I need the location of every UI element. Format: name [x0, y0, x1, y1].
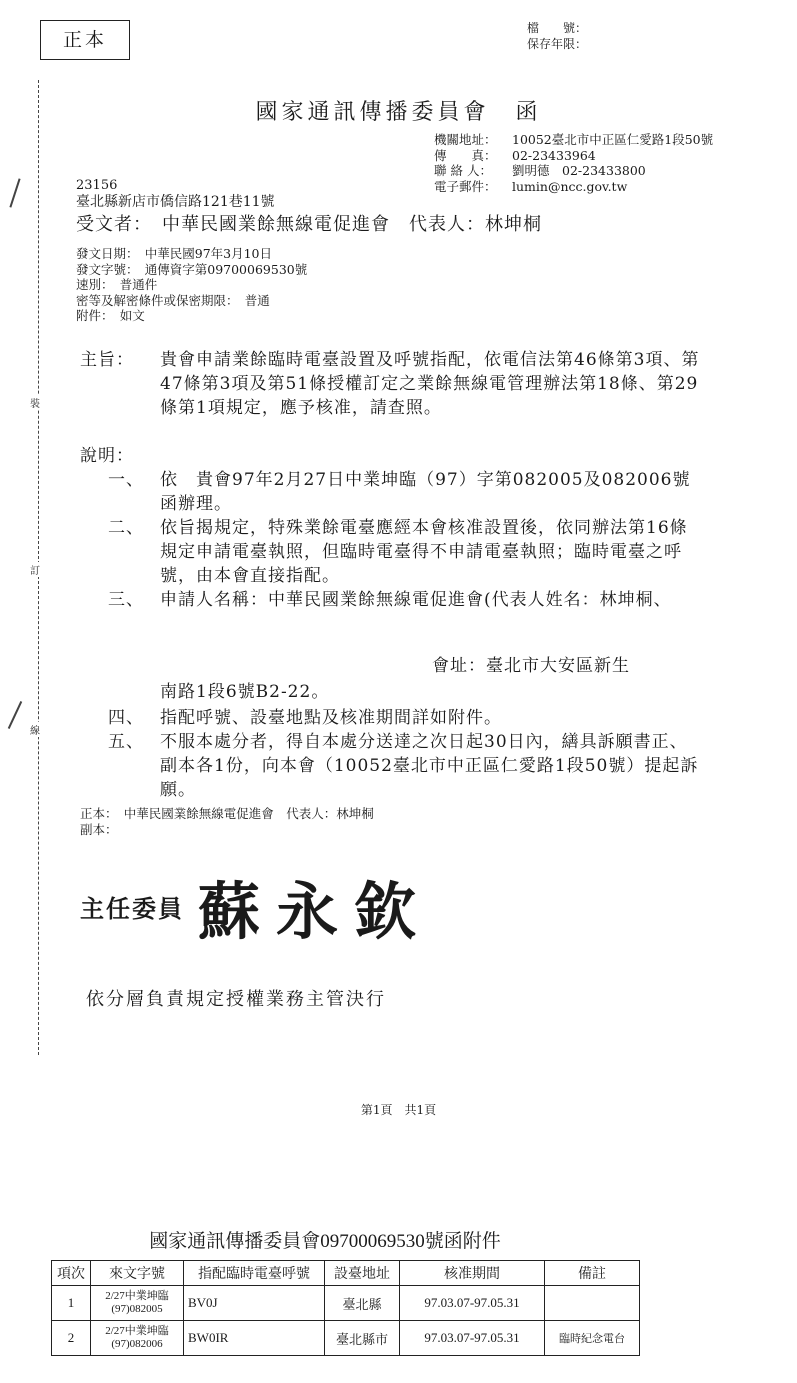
- table-cell: 2/27中業坤臨 (97)082005: [91, 1286, 184, 1321]
- item-text: 申請人名稱：中華民國業餘無線電促進會(代表人姓名：林坤桐、: [160, 590, 672, 610]
- urgency: 速別： 普通件: [76, 277, 158, 292]
- column-header: 核准期間: [400, 1261, 545, 1286]
- explanation-item: [108, 588, 700, 612]
- binding-mark-b: 訂: [30, 562, 40, 577]
- table-cell: BV0J: [184, 1286, 325, 1321]
- item-text: 不服本處分者，得自本處分送達之次日起30日內，繕具訴願書正、副本各1份，向本會（10052臺北市中正區仁愛路1段50號）提起訴願。: [160, 732, 699, 800]
- contact-row: [434, 132, 713, 148]
- signature-block: [80, 862, 432, 951]
- attachment-table: [51, 1260, 640, 1356]
- contact-label: 聯 絡 人：: [434, 163, 492, 178]
- subject-block: [80, 348, 700, 420]
- explanation-item: [108, 468, 700, 516]
- table-cell: 1: [52, 1286, 91, 1321]
- recipient-address: [76, 178, 275, 210]
- item-text: 依旨揭規定，特殊業餘電臺應經本會核准設置後，依同辦法第16條規定申請電臺執照，但臨時電臺得不申請電臺執照；臨時電臺之呼號，由本會直接指配。: [160, 518, 688, 586]
- document-title: 國家通訊傳播委員會 函: [255, 100, 542, 125]
- table-cell: 2: [52, 1321, 91, 1356]
- confidentiality: 密等及解密條件或保密期限： 普通: [76, 292, 270, 308]
- table-cell: 臨時紀念電台: [545, 1321, 640, 1356]
- binding-mark-c: 線: [30, 722, 40, 737]
- explanation-item: [108, 730, 700, 802]
- contact-label: 傳 真：: [434, 147, 497, 163]
- contact-value: lumin@ncc.gov.tw: [512, 178, 628, 194]
- signatory-name: 蘇永欽: [198, 875, 433, 948]
- explanation-label: 說明：: [80, 446, 134, 466]
- item-number: 三、: [108, 590, 144, 610]
- attachment-title: 國家通訊傳播委員會09700069530號函附件: [149, 1231, 501, 1252]
- address-line: 臺北縣新店市僑信路121巷11號: [76, 194, 275, 210]
- explanation-item: [108, 706, 700, 730]
- contact-value: 10052臺北市中正區仁愛路1段50號: [512, 132, 714, 147]
- distribution: [80, 806, 374, 838]
- table-cell: 97.03.07-97.05.31: [400, 1286, 545, 1321]
- column-header: 備註: [545, 1261, 640, 1286]
- copy-recipient: 副本：: [80, 822, 118, 837]
- contact-row: [434, 179, 713, 195]
- table-cell: 2/27中業坤臨 (97)082006: [91, 1321, 184, 1356]
- subject-label: 主旨：: [80, 350, 134, 370]
- table-cell: [545, 1286, 640, 1321]
- item-number: 四、: [108, 708, 144, 728]
- subject-text: 貴會申請業餘臨時電臺設置及呼號指配，依電信法第46條第3項、第47條第3項及第51條授權訂定之業餘無線電管理辦法第18條、第29條第1項規定，應予核准，請查照。: [160, 350, 700, 418]
- binding-mark-a: 裝: [30, 395, 40, 410]
- postal-code: 23156: [76, 178, 118, 193]
- copy-stamp: 正本: [40, 20, 130, 60]
- retention-label: 保存年限：: [527, 37, 588, 51]
- item-text: 指配呼號、設臺地點及核准期間詳如附件。: [160, 708, 502, 728]
- column-header: 來文字號: [91, 1261, 184, 1286]
- signatory-title: 主任委員: [80, 894, 184, 923]
- item-number: 二、: [108, 518, 144, 538]
- margin-mark: [9, 178, 20, 207]
- table-row: [52, 1321, 640, 1356]
- table-cell: BW0IR: [184, 1321, 325, 1356]
- attachment-note: 附件： 如文: [76, 308, 145, 323]
- document-number: 發文字號： 通傳資字第09700069530號: [76, 261, 308, 277]
- column-header: 項次: [52, 1261, 91, 1286]
- issue-date: 發文日期： 中華民國97年3月10日: [76, 246, 273, 261]
- table-cell: 臺北縣市: [325, 1321, 400, 1356]
- table-header-row: [52, 1261, 640, 1286]
- table-cell: 臺北縣: [325, 1286, 400, 1321]
- document-meta: [76, 246, 307, 324]
- table-cell: 97.03.07-97.05.31: [400, 1321, 545, 1356]
- contact-value: 劉明德 02-23433800: [512, 163, 646, 178]
- explanation-item: [108, 516, 700, 588]
- contact-info: [434, 132, 713, 194]
- item-number: 五、: [108, 732, 144, 752]
- contact-label: 電子郵件：: [434, 178, 497, 194]
- margin-mark: [8, 701, 22, 729]
- item-text-continued: 會址：臺北市大安區新生: [432, 656, 630, 676]
- contact-label: 機關地址：: [434, 132, 497, 147]
- recipient-line: 受文者： 中華民國業餘無線電促進會 代表人：林坤桐: [76, 214, 542, 235]
- table-row: [52, 1286, 640, 1321]
- column-header: 設臺地址: [325, 1261, 400, 1286]
- authorization-note: 依分層負責規定授權業務主管決行: [86, 989, 386, 1010]
- item-text-continued: 南路1段6號B2-22。: [160, 682, 330, 702]
- original-recipient: 正本： 中華民國業餘無線電促進會 代表人：林坤桐: [80, 806, 374, 821]
- page-number: 第1頁 共1頁: [360, 1103, 437, 1117]
- item-number: 一、: [108, 470, 144, 490]
- contact-row: [434, 163, 713, 179]
- contact-row: [434, 148, 713, 164]
- column-header: 指配臨時電臺呼號: [184, 1261, 325, 1286]
- contact-value: 02-23433964: [512, 147, 596, 163]
- item-text: 依 貴會97年2月27日中業坤臨（97）字第082005及082006號函辦理。: [160, 470, 691, 514]
- file-no-label: 檔 號：: [527, 21, 588, 35]
